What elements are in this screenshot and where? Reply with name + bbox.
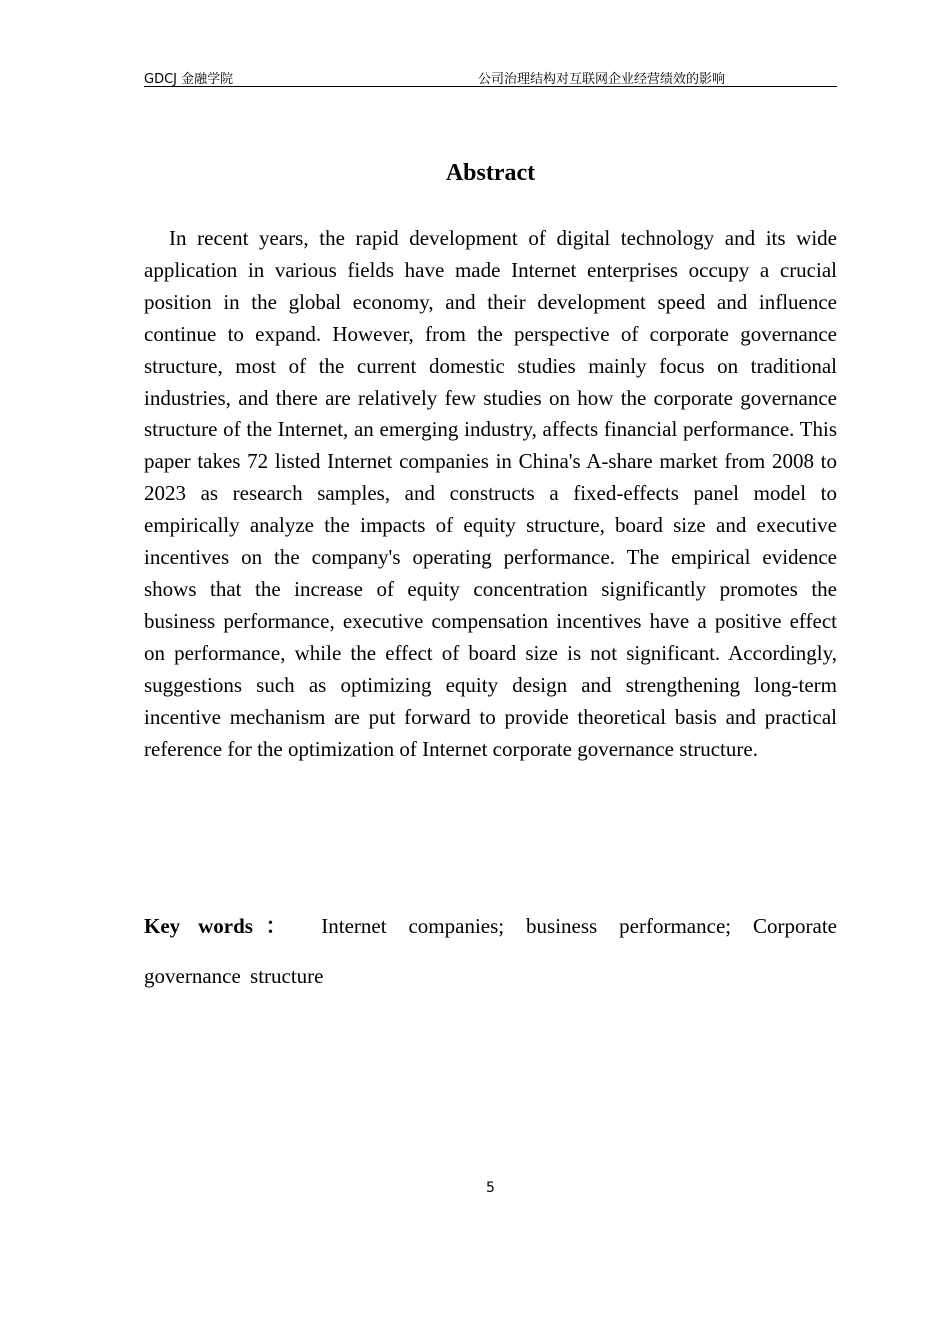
page-number: 5 (486, 1180, 495, 1196)
abstract-title: Abstract (445, 160, 536, 186)
keywords-text: Internet companies; business performance; Corporate governance structure (144, 914, 837, 988)
page-header (144, 66, 837, 87)
abstract-body: In recent years, the rapid development of digital technology and its wide application in various fields have made Internet enterprises occupy a crucial position in the global economy, and their development speed and influence continue to expand. However, from the perspective of corporate governance structure, most of the current domestic studies mainly focus on traditional industries, and there are relatively few studies on how the corporate governance structure of the Internet, an emerging industry, affects financial performance. This paper takes 72 listed Internet companies in China's A-share market from 2008 to 2023 as research samples, and constructs a fixed-effects panel model to empirically analyze the impacts of equity structure, board size and executive incentives on the company's operating performance. The empirical evidence shows that the increase of equity concentration significantly promotes the business performance, executive compensation incentives have a positive effect on performance, while the effect of board size is not significant. Accordingly, suggestions such as optimizing equity design and strengthening long-term incentive mechanism are put forward to provide theoretical basis and practical reference for the optimization of Internet corporate governance structure. (144, 226, 837, 761)
keywords-paragraph (144, 901, 837, 1001)
header-school-name: GDCJ 金融学院 (144, 72, 234, 87)
keywords-label: Key words： (144, 914, 300, 938)
header-thesis-title: 公司治理结构对互联网企业经营绩效的影响 (478, 72, 726, 87)
